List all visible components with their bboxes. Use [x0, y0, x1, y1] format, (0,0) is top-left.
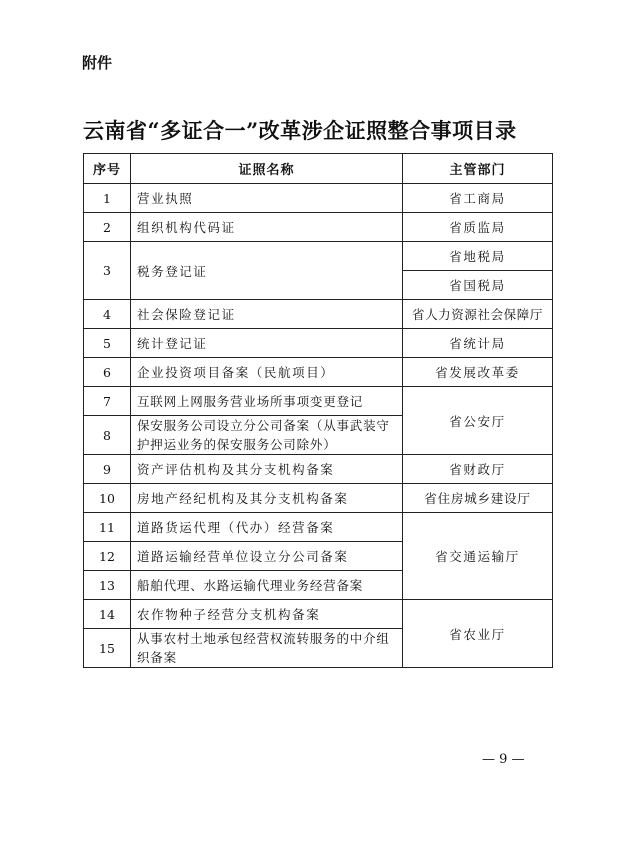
- page-title: 云南省“多证合一”改革涉企证照整合事项目录: [83, 118, 517, 143]
- department: 省质监局: [403, 213, 553, 242]
- department: 省工商局: [403, 184, 553, 213]
- row-number: 5: [84, 329, 131, 358]
- row-number: 6: [84, 358, 131, 387]
- department: 省住房城乡建设厅: [403, 484, 553, 513]
- license-name: 组织机构代码证: [131, 213, 403, 242]
- table-row: [84, 600, 553, 629]
- header-serial-no: 序号: [84, 154, 131, 184]
- table-row: [84, 184, 553, 213]
- license-name: 税务登记证: [131, 242, 403, 300]
- license-name: 企业投资项目备案（民航项目）: [131, 358, 403, 387]
- page-number: — 9 —: [482, 752, 525, 767]
- department: 省统计局: [403, 329, 553, 358]
- department: 省交通运输厅: [403, 513, 553, 600]
- catalog-table: [83, 153, 553, 668]
- header-department: 主管部门: [403, 154, 553, 184]
- table-row: [84, 513, 553, 542]
- license-name: 社会保险登记证: [131, 300, 403, 329]
- license-name: 船舶代理、水路运输代理业务经营备案: [131, 571, 403, 600]
- table-row: [84, 300, 553, 329]
- table-header-row: [84, 154, 553, 184]
- license-name: 统计登记证: [131, 329, 403, 358]
- table-row: [84, 213, 553, 242]
- license-name: 道路运输经营单位设立分公司备案: [131, 542, 403, 571]
- department: 省人力资源社会保障厅: [403, 300, 553, 329]
- table-row: [84, 387, 553, 416]
- department: 省国税局: [403, 271, 553, 300]
- row-number: 10: [84, 484, 131, 513]
- license-name: 资产评估机构及其分支机构备案: [131, 455, 403, 484]
- row-number: 2: [84, 213, 131, 242]
- table-row: [84, 484, 553, 513]
- license-name: 互联网上网服务营业场所事项变更登记: [131, 387, 403, 416]
- row-number: 4: [84, 300, 131, 329]
- row-number: 7: [84, 387, 131, 416]
- row-number: 11: [84, 513, 131, 542]
- row-number: 1: [84, 184, 131, 213]
- license-name: 从事农村土地承包经营权流转服务的中介组织备案: [131, 629, 403, 668]
- department: 省地税局: [403, 242, 553, 271]
- row-number: 12: [84, 542, 131, 571]
- department: 省公安厅: [403, 387, 553, 455]
- license-name: 道路货运代理（代办）经营备案: [131, 513, 403, 542]
- department: 省财政厅: [403, 455, 553, 484]
- row-number: 13: [84, 571, 131, 600]
- department: 省发展改革委: [403, 358, 553, 387]
- row-number: 15: [84, 629, 131, 668]
- row-number: 3: [84, 242, 131, 300]
- header-license-name: 证照名称: [131, 154, 403, 184]
- table-row: [84, 242, 553, 271]
- table-row: [84, 358, 553, 387]
- license-name: 营业执照: [131, 184, 403, 213]
- row-number: 14: [84, 600, 131, 629]
- row-number: 8: [84, 416, 131, 455]
- license-name: 保安服务公司设立分公司备案（从事武装守护押运业务的保安服务公司除外）: [131, 416, 403, 455]
- license-name: 房地产经纪机构及其分支机构备案: [131, 484, 403, 513]
- row-number: 9: [84, 455, 131, 484]
- table-row: [84, 455, 553, 484]
- table-row: [84, 329, 553, 358]
- department: 省农业厅: [403, 600, 553, 668]
- attachment-label: 附件: [82, 54, 113, 72]
- license-name: 农作物种子经营分支机构备案: [131, 600, 403, 629]
